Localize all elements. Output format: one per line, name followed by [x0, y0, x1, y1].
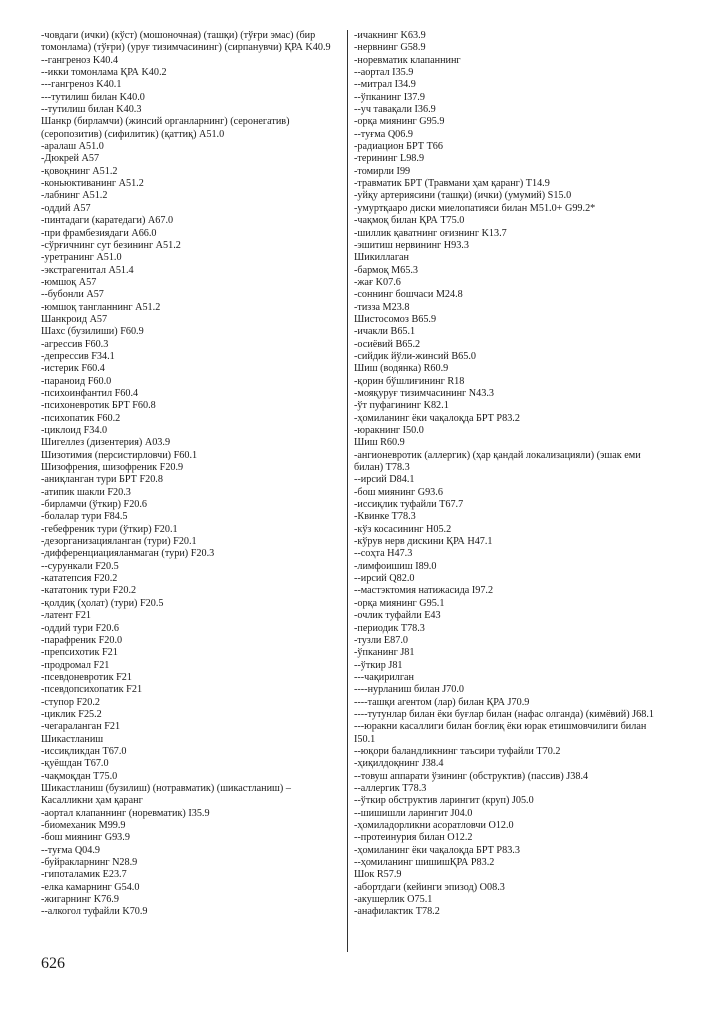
index-entry: -Дюкрей A57: [41, 153, 100, 165]
index-entry: ---юракни касаллиги билан боғлиқ ёки юрак етишмовчилиги билан I50.1: [354, 721, 647, 745]
index-entry: -циклоид F34.0: [41, 425, 108, 436]
index-entry: -циклик F25.2: [41, 708, 102, 720]
index-entry: Шизотимия (персистирловчи) F60.1: [41, 449, 198, 461]
page-number: 626: [41, 955, 65, 972]
index-entry: -психоневротик БРТ F60.8: [41, 400, 156, 412]
index-entry: Шанкроид A57: [41, 313, 108, 325]
index-entry: -ҳомиланинг ёки чақалоқда БРТ P83.3: [354, 844, 520, 856]
index-entry: -продромал F21: [41, 659, 110, 671]
index-entry: -дезорганизацияланган (тури) F20.1: [41, 536, 197, 548]
index-entry: --шишишли ларингит J04.0: [354, 807, 473, 819]
index-entry: -кўз косасининг H05.2: [354, 523, 452, 535]
index-entry: -сийдик йўли-жинсий B65.0: [354, 350, 476, 362]
index-entry: -агрессив F60.3: [41, 338, 109, 350]
index-entry: -қуёшдан T67.0: [41, 758, 109, 770]
index-entry: -псевдоневротик F21: [41, 671, 132, 683]
index-entry: --аортал I35.9: [354, 67, 414, 79]
index-entry: -болалар тури F84.5: [41, 511, 128, 523]
index-entry: -соннинг бошчаси M24.8: [354, 289, 463, 301]
index-entry: -периодик T78.3: [354, 622, 425, 634]
index-entry: ---тутилиш билан K40.0: [41, 91, 145, 103]
index-entry: --уч тавақали I36.9: [354, 104, 436, 116]
index-entry: --икки томонлама ҚРА K40.2: [41, 67, 167, 79]
index-entry: -параноид F60.0: [41, 375, 112, 387]
index-entry: -чақмоқдан T75.0: [41, 770, 118, 782]
index-entry: --мастэктомия натижасида I97.2: [354, 585, 494, 597]
index-column-right: [354, 30, 654, 919]
index-column-left: [41, 30, 342, 919]
index-entry: -гебефреник тури (ўткир) F20.1: [41, 523, 178, 535]
index-entry: --тутилиш билан K40.3: [41, 104, 142, 116]
index-entry: -ўт пуфагининг K82.1: [354, 400, 449, 412]
index-entry: -анафилактик T78.2: [354, 906, 440, 918]
index-entry: -осиёвий B65.2: [354, 338, 421, 350]
index-entry: --ўткир обструктив ларингит (круп) J05.0: [354, 795, 534, 807]
index-entry: -бирламчи (ўткир) F20.6: [41, 499, 148, 511]
index-entry: -ўпканинг J81: [354, 647, 415, 659]
index-entry: -иссиқликдан T67.0: [41, 745, 127, 757]
index-entry: -қовоқнинг A51.2: [41, 165, 118, 177]
index-entry: -елка камарнинг G54.0: [41, 881, 140, 893]
index-entry: Шистосомоз B65.9: [354, 313, 437, 325]
index-entry: -лимфоишиш I89.0: [354, 560, 437, 572]
index-entry: -бош миянинг G93.6: [354, 486, 443, 498]
index-entry: -шиллик қаватнинг оғизнинг K13.7: [354, 227, 507, 239]
index-entry: -уретранинг A51.0: [41, 252, 122, 264]
index-entry: --ирсий Q82.0: [354, 573, 415, 585]
index-entry: -психоинфантил F60.4: [41, 387, 139, 399]
index-entry: --ўткир J81: [354, 659, 403, 671]
index-entry: Шиш (водянка) R60.9: [354, 363, 449, 375]
index-entry: --ўпканинг I37.9: [354, 91, 425, 103]
index-entry: -кататепсия F20.2: [41, 573, 118, 585]
index-entry: -пинтадаги (каратедаги) A67.0: [41, 215, 174, 227]
index-entry: -норевматик клапаннинг: [354, 54, 461, 66]
index-entry: --туғма Q06.9: [354, 128, 414, 140]
index-entry: --юқори баландликнинг таъсири туфайли T70.2: [354, 745, 561, 757]
index-entry: -ҳомиланинг ёки чақалоқда БРТ P83.2: [354, 412, 520, 424]
index-entry: Шизофрения, шизофреник F20.9: [41, 462, 184, 474]
index-entry: -ичакнинг K63.9: [354, 30, 426, 41]
index-entry: -чегараланган F21: [41, 721, 121, 733]
index-entry: Шанкр (бирламчи) (жинсий органларнинг) (серонегатив) (серопозитив) (сифилитик) (қаттиқ) A51.0: [41, 116, 290, 140]
index-entry: -ҳомиладорликни асоратловчи O12.0: [354, 820, 514, 831]
index-entry: --митрал I34.9: [354, 79, 416, 91]
index-entry: Шигеллез (дизентерия) A03.9: [41, 437, 171, 449]
index-entry: -кататоник тури F20.2: [41, 585, 137, 597]
index-entry: -бармоқ M65.3: [354, 264, 418, 276]
index-entry: -Квинке T78.3: [354, 511, 416, 523]
index-entry: -бош миянинг G93.9: [41, 832, 130, 844]
index-entry: -очлик туфайли E43: [354, 610, 441, 622]
index-entry: ---гангреноз K40.1: [41, 79, 122, 91]
column-divider: [347, 30, 348, 952]
index-entry: -акушерлик O75.1: [354, 894, 433, 906]
index-entry: -радиацион БРТ T66: [354, 141, 443, 153]
index-entry: -оддий A57: [41, 202, 91, 214]
index-entry: -дифференциацияланмаган (тури) F20.3: [41, 548, 215, 560]
index-entry: -атипик шакли F20.3: [41, 486, 131, 498]
index-entry: Шиш R60.9: [354, 437, 405, 449]
index-entry: ----нурланиш билан J70.0: [354, 684, 465, 696]
index-entry: --сурункали F20.5: [41, 560, 119, 572]
index-entry: -иссиқлик туфайли T67.7: [354, 499, 464, 511]
index-entry: -мояқуруғ тизимчасининг N43.3: [354, 387, 494, 399]
index-entry: -юмшоқ A57: [41, 276, 97, 288]
index-entry: Шикиллаган: [354, 252, 409, 264]
index-entry: -депрессив F34.1: [41, 350, 115, 362]
index-entry: -жағ K07.6: [354, 276, 401, 288]
index-entry: -при фрамбезиядаги A66.0: [41, 227, 157, 239]
index-entry: --ҳомиланинг шишишҚРА P83.2: [354, 857, 495, 869]
index-entry: --товуш аппарати ўзининг (обструктив) (пассив) J38.4: [354, 770, 589, 782]
index-entry: -жигарнинг K76.9: [41, 894, 119, 906]
index-entry: Шикастланиш (бузилиш) (нотравматик) (шикастланиш) – Касалликни ҳам қаранг: [41, 782, 291, 807]
index-entry: ----ташқи агентом (лар) билан ҚРА J70.9: [354, 696, 530, 708]
index-entry: -биомеханик M99.9: [41, 820, 126, 831]
index-entry: -сўрғичнинг сут безининг A51.2: [41, 239, 181, 251]
index-entry: -терининг L98.9: [354, 153, 425, 165]
index-entry: -юракнинг I50.0: [354, 425, 424, 436]
index-entry: -псевдопсихопатик F21: [41, 684, 143, 696]
index-entry: --аллергик T78.3: [354, 782, 427, 794]
index-entry: ----тутунлар билан ёки буғлар билан (нафас олганда) (кимёвий) J68.1: [354, 708, 654, 720]
index-entry: --туғма Q04.9: [41, 844, 101, 856]
index-entry: -ҳиқилдоқнинг J38.4: [354, 758, 444, 770]
index-entry: -юмшоқ тангланнинг A51.2: [41, 301, 161, 313]
index-entry: --соҳта H47.3: [354, 548, 413, 560]
index-entry: -тузли E87.0: [354, 634, 408, 646]
index-entry: -лабнинг A51.2: [41, 190, 108, 202]
index-entry: --протеинурия билан O12.2: [354, 832, 473, 844]
index-entry: Шок R57.9: [354, 869, 402, 881]
index-entry: -препсихотик F21: [41, 647, 118, 659]
index-entry: -буйракларнинг N28.9: [41, 857, 138, 869]
index-entry: -умуртқааро диски миелопатияси билан M51.0+ G99.2*: [354, 202, 596, 214]
index-entry: -кўрув нерв дискини ҚРА H47.1: [354, 536, 493, 548]
index-entry: -ступор F20.2: [41, 696, 101, 708]
index-entry: Шахс (бузилиши) F60.9: [41, 326, 144, 338]
index-entry: -оддий тури F20.6: [41, 622, 120, 634]
index-entry: -аортал клапаннинг (норевматик) I35.9: [41, 807, 210, 819]
index-entry: -аниқланган тури БРТ F20.8: [41, 474, 163, 486]
index-entry: --гангреноз K40.4: [41, 54, 119, 66]
index-entry: -човдаги (ички) (кўст) (мошоночная) (ташқи) (тўғри эмас) (бир томонлама) (тўғри) (уруғ тизимчасининг) (сирпанувчи) ҚРА K40.9: [41, 30, 331, 54]
index-entry: ---чақирилган: [354, 671, 415, 683]
index-entry: -уйқу артериясини (ташқи) (ички) (умумий) S15.0: [354, 190, 572, 202]
index-entry: -гипоталамик E23.7: [41, 869, 127, 881]
index-entry: -коньюктиванинг A51.2: [41, 178, 144, 190]
index-entry: -орқа миянинг G95.9: [354, 116, 445, 128]
index-entry: -экстрагенитал A51.4: [41, 264, 134, 276]
index-entry: -орқа миянинг G95.1: [354, 597, 445, 609]
index-entry: -қорин бўшлиғининг R18: [354, 375, 465, 387]
index-entry: -ангионевротик (аллергик) (ҳар қандай локализацияли) (эшак еми билан) T78.3: [354, 449, 641, 474]
index-entry: -чақмоқ билан ҚРА T75.0: [354, 215, 465, 227]
index-entry: -аралаш A51.0: [41, 141, 104, 153]
index-entry: Шикастланиш: [41, 733, 104, 745]
index-entry: -эшитиш нервининг H93.3: [354, 239, 469, 251]
index-entry: -нервнинг G58.9: [354, 42, 426, 54]
index-entry: --алкогол туфайли K70.9: [41, 906, 148, 918]
index-entry: -тизза M23.8: [354, 301, 410, 313]
index-entry: -парафреник F20.0: [41, 634, 123, 646]
index-entry: -латент F21: [41, 610, 92, 622]
index-entry: -ичакли B65.1: [354, 326, 416, 338]
index-entry: -қолдиқ (ҳолат) (тури) F20.5: [41, 597, 164, 609]
index-entry: --ирсий D84.1: [354, 474, 415, 486]
index-entry: -психопатик F60.2: [41, 412, 121, 424]
index-entry: -травматик БРТ (Травмани ҳам қаранг) T14.9: [354, 178, 550, 190]
index-entry: -истерик F60.4: [41, 363, 105, 375]
index-entry: -абортдаги (кейинги эпизод) O08.3: [354, 881, 505, 893]
index-entry: -томирли I99: [354, 165, 411, 177]
index-entry: --бубонли A57: [41, 289, 104, 301]
